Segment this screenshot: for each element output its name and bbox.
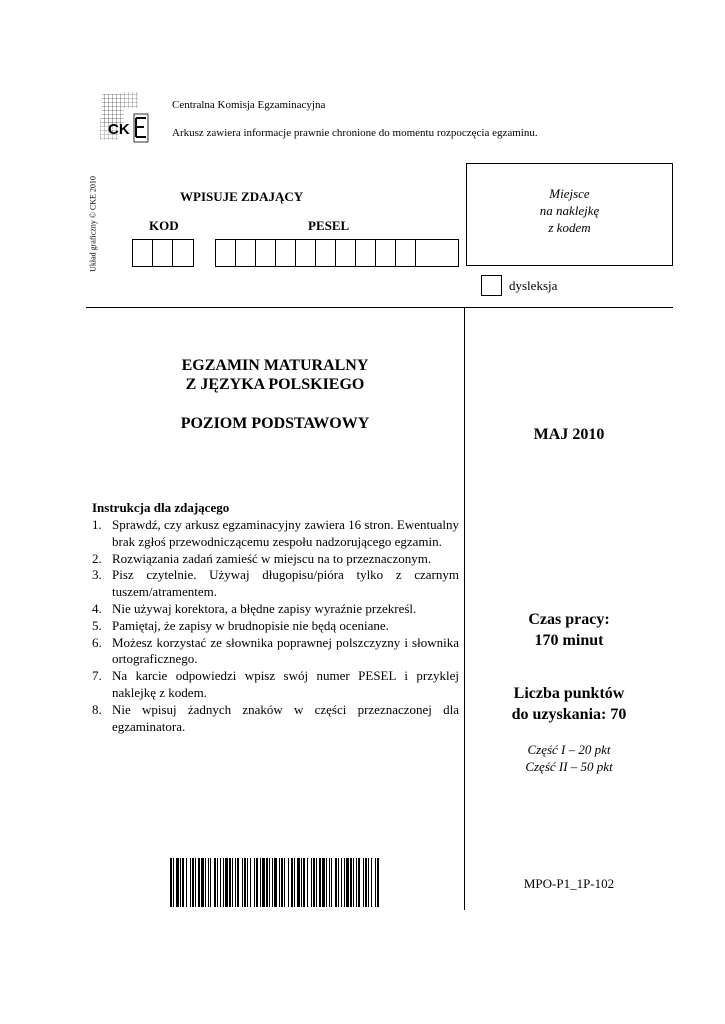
kod-input-cells[interactable] bbox=[132, 239, 194, 267]
points-label: Liczba punktów bbox=[513, 685, 625, 702]
sticker-line-3: z kodem bbox=[548, 220, 591, 235]
kod-cell[interactable] bbox=[173, 240, 193, 266]
barcode-image bbox=[170, 858, 381, 907]
copyright-text: Układ graficzny © CKE 2010 bbox=[88, 176, 98, 272]
item-text: Rozwiązania zadań zamieść w miejscu na to przeznaczonym. bbox=[112, 550, 432, 566]
part2-points: Część II – 50 pkt bbox=[525, 759, 613, 774]
item-number: 6. bbox=[92, 634, 102, 650]
item-number: 2. bbox=[92, 550, 102, 566]
list-item bbox=[92, 567, 459, 601]
item-text: Sprawdź, czy arkusz egzaminacyjny zawiera 16 stron. Ewentualny brak zgłoś przewodniczącemu zespołu nadzorującego egzamin. bbox=[112, 517, 459, 549]
item-text: Nie wpisuj żadnych znaków w części przeznaczonej dla egzaminatora. bbox=[112, 701, 459, 734]
pesel-cell[interactable] bbox=[376, 240, 396, 266]
pesel-label: PESEL bbox=[308, 218, 350, 233]
item-text: Pisz czytelnie. Używaj długopisu/pióra tylko z czarnym tuszem/atramentem. bbox=[112, 567, 459, 600]
item-number: 4. bbox=[92, 600, 102, 616]
kod-label: KOD bbox=[149, 218, 179, 233]
pesel-cell[interactable] bbox=[356, 240, 376, 266]
part1-points: Część I – 20 pkt bbox=[527, 742, 611, 757]
instructions-list bbox=[92, 517, 459, 735]
pesel-cell[interactable] bbox=[296, 240, 316, 266]
item-number: 3. bbox=[92, 567, 102, 583]
list-item bbox=[92, 702, 459, 736]
pesel-cell[interactable] bbox=[416, 240, 436, 266]
sticker-line-1: Miejsce bbox=[549, 186, 590, 201]
instructions-heading: Instrukcja dla zdającego bbox=[92, 500, 230, 515]
kod-cell[interactable] bbox=[153, 240, 173, 266]
cke-logo bbox=[100, 90, 150, 146]
kod-cell[interactable] bbox=[133, 240, 153, 266]
item-text: Na karcie odpowiedzi wpisz swój numer PESEL i przyklej naklejkę z kodem. bbox=[112, 668, 459, 700]
pesel-cell[interactable] bbox=[396, 240, 416, 266]
item-number: 5. bbox=[92, 617, 102, 633]
pesel-cell[interactable] bbox=[236, 240, 256, 266]
confidentiality-notice: Arkusz zawiera informacje prawnie chronione do momentu rozpoczęcia egzaminu. bbox=[172, 127, 538, 139]
list-item bbox=[92, 618, 459, 635]
item-number: 1. bbox=[92, 517, 102, 532]
item-number: 8. bbox=[92, 701, 102, 717]
pesel-cell[interactable] bbox=[336, 240, 356, 266]
list-item bbox=[92, 668, 459, 702]
item-number: 7. bbox=[92, 668, 102, 684]
item-text: Możesz korzystać ze słownika poprawnej polszczyzny i słownika ortograficznego. bbox=[112, 634, 459, 667]
pesel-cell[interactable] bbox=[316, 240, 336, 266]
sheet-code: MPO-P1_1P-102 bbox=[523, 876, 615, 891]
list-item bbox=[92, 635, 459, 669]
svg-text:CK: CK bbox=[108, 121, 130, 138]
exam-title-line-2: Z JĘZYKA POLSKIEGO bbox=[185, 376, 365, 393]
points-value: do uzyskania: 70 bbox=[511, 706, 627, 723]
code-sticker-area bbox=[466, 163, 673, 266]
pesel-cell[interactable] bbox=[256, 240, 276, 266]
exam-level: POZIOM PODSTAWOWY bbox=[180, 415, 370, 432]
dyslexia-label: dysleksja bbox=[509, 278, 558, 293]
list-item bbox=[92, 601, 459, 618]
time-label: Czas pracy: bbox=[528, 611, 610, 628]
exam-date: MAJ 2010 bbox=[533, 426, 605, 443]
pesel-input-cells[interactable] bbox=[215, 239, 459, 267]
horizontal-divider bbox=[86, 307, 673, 308]
candidate-heading: WPISUJE ZDAJĄCY bbox=[180, 189, 304, 204]
institution-name: Centralna Komisja Egzaminacyjna bbox=[172, 99, 326, 111]
pesel-cell[interactable] bbox=[276, 240, 296, 266]
list-item bbox=[92, 551, 459, 568]
dyslexia-checkbox[interactable] bbox=[481, 275, 502, 296]
time-value: 170 minut bbox=[534, 632, 604, 649]
item-text: Pamiętaj, że zapisy w brudnopisie nie będą oceniane. bbox=[112, 617, 389, 633]
exam-title-line-1: EGZAMIN MATURALNY bbox=[181, 357, 369, 374]
sticker-line-2: na naklejkę bbox=[539, 203, 600, 218]
pesel-cell[interactable] bbox=[216, 240, 236, 266]
copyright-note bbox=[86, 165, 100, 283]
list-item bbox=[92, 517, 459, 551]
item-text: Nie używaj korektora, a błędne zapisy wyraźnie przekreśl. bbox=[112, 600, 417, 616]
